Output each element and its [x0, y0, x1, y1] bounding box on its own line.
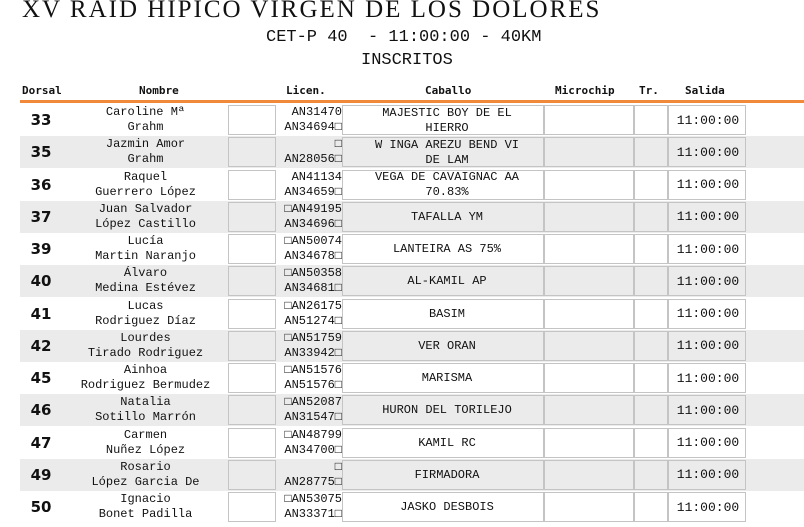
dorsal-cell: 35: [30, 143, 52, 162]
caballo-cell: [350, 362, 544, 394]
salida-cell: 11:00:00: [676, 306, 740, 321]
nombre-first: Ainhoa: [123, 363, 168, 377]
col-caballo: Caballo: [425, 84, 472, 97]
dorsal-cell: 39: [30, 240, 52, 258]
caballo-line1: VEGA DE CAVAIGNAC AA: [374, 170, 520, 184]
licen-horse: AN33371□: [284, 507, 342, 521]
table-row: [20, 233, 804, 265]
caballo-cell: [350, 459, 544, 491]
caballo-cell: [350, 136, 544, 168]
nombre-first: Lucas: [127, 298, 164, 313]
licen-rider: □AN49195: [284, 201, 342, 216]
licen-rider: □AN51759: [284, 330, 342, 345]
dorsal-cell: 40: [30, 272, 52, 291]
licen-cell: [276, 265, 342, 297]
col-licen: Licen.: [286, 84, 326, 97]
licen-cell: [276, 169, 342, 201]
caballo-cell: [350, 233, 544, 265]
licen-cell: [276, 298, 342, 330]
caballo-line1: HURON DEL TORILEJO: [382, 403, 512, 418]
salida-cell: 11:00:00: [676, 241, 740, 257]
nombre-last: López Garcia De: [91, 474, 200, 489]
nombre-cell: [62, 265, 229, 297]
caballo-line1: TAFALLA YM: [410, 209, 483, 224]
nombre-last: López Castillo: [95, 216, 196, 231]
table-row: [20, 265, 804, 297]
table-row: [20, 330, 804, 362]
licen-rider: □: [334, 137, 342, 152]
salida-cell: 11:00:00: [676, 144, 740, 160]
caballo-cell: [350, 298, 544, 330]
col-dorsal: Dorsal: [22, 84, 62, 97]
nombre-last: Bonet Padilla: [98, 507, 193, 521]
nombre-cell: [62, 136, 229, 168]
dorsal-cell: 49: [30, 465, 52, 484]
licen-cell: [276, 136, 342, 168]
nombre-cell: [62, 169, 229, 201]
licen-horse: AN34694□: [284, 120, 342, 134]
table-row: [20, 362, 804, 394]
header-divider: [20, 100, 804, 103]
caballo-line1: KAMIL RC: [418, 435, 476, 450]
nombre-last: Guerrero López: [95, 184, 196, 199]
salida-cell: 11:00:00: [676, 273, 740, 289]
salida-cell: 11:00:00: [676, 402, 740, 418]
table-row: [20, 394, 804, 426]
nombre-last: Martin Naranjo: [95, 249, 196, 263]
caballo-cell: [350, 330, 544, 362]
caballo-cell: [350, 427, 544, 459]
licen-horse: AN34678□: [284, 249, 342, 263]
licen-cell: [276, 427, 342, 459]
col-microchip: Microchip: [555, 84, 615, 97]
table-row: [20, 427, 804, 459]
nombre-last: Medina Estévez: [95, 281, 196, 296]
licen-cell: [276, 394, 342, 426]
licen-horse: AN51274□: [284, 313, 342, 328]
nombre-first: Juan Salvador: [98, 201, 193, 216]
table-row: [20, 491, 804, 523]
caballo-cell: [350, 394, 544, 426]
caballo-line1: BASIM: [428, 306, 465, 321]
nombre-last: Rodriguez Bermudez: [80, 378, 211, 392]
caballo-cell: [350, 104, 544, 136]
nombre-cell: [62, 427, 229, 459]
nombre-last: Sotillo Marrón: [95, 410, 196, 425]
licen-rider: □AN53075: [284, 492, 342, 506]
caballo-line2: 70.83%: [425, 185, 469, 199]
licen-rider: □AN51576: [284, 363, 342, 377]
licen-cell: [276, 459, 342, 491]
dorsal-cell: 46: [30, 401, 52, 420]
caballo-line1: LANTEIRA AS 75%: [392, 242, 502, 256]
salida-cell: 11:00:00: [676, 467, 740, 483]
caballo-line1: VER ORAN: [418, 338, 476, 353]
licen-horse: AN28056□: [284, 152, 342, 167]
licen-horse: AN31547□: [284, 410, 342, 425]
nombre-cell: [62, 362, 229, 394]
nombre-last: Grahm: [127, 120, 164, 134]
nombre-first: Natalia: [120, 395, 171, 410]
salida-cell: 11:00:00: [676, 370, 740, 386]
licen-rider: □AN50358: [284, 266, 342, 281]
nombre-first: Ignacio: [120, 492, 171, 506]
caballo-line1: AL-KAMIL AP: [407, 274, 487, 289]
nombre-cell: [62, 394, 229, 426]
caballo-cell: [350, 491, 544, 523]
competition-subtitle: CET-P 40 - 11:00:00 - 40KM: [266, 28, 542, 47]
licen-horse: AN34659□: [284, 184, 342, 199]
dorsal-cell: 42: [30, 336, 52, 355]
licen-rider: □AN48799: [284, 427, 342, 442]
licen-rider: □AN52087: [284, 395, 342, 410]
licen-horse: AN34681□: [284, 281, 342, 296]
nombre-cell: [62, 233, 229, 265]
nombre-first: Jazmin Amor: [105, 137, 186, 152]
table-row: [20, 104, 804, 136]
nombre-first: Raquel: [123, 169, 168, 184]
table-row: [20, 298, 804, 330]
salida-cell: 11:00:00: [676, 435, 740, 450]
licen-cell: [276, 362, 342, 394]
table-row: [20, 201, 804, 233]
nombre-first: Caroline Mª: [105, 105, 186, 119]
nombre-first: Álvaro: [123, 266, 168, 281]
licen-rider: □AN50074: [284, 234, 342, 248]
salida-cell: 11:00:00: [676, 499, 740, 515]
nombre-last: Nuñez López: [105, 442, 186, 457]
licen-horse: AN28775□: [284, 474, 342, 489]
caballo-cell: [350, 201, 544, 233]
licen-horse: AN51576□: [284, 378, 342, 392]
nombre-cell: [62, 104, 229, 136]
caballo-line1: MAJESTIC BOY DE EL: [382, 105, 512, 120]
nombre-last: Tirado Rodriguez: [87, 345, 204, 360]
col-salida: Salida: [685, 84, 725, 97]
caballo-line2: DE LAM: [425, 152, 469, 167]
dorsal-cell: 37: [30, 207, 52, 226]
caballo-cell: [350, 265, 544, 297]
col-nombre: Nombre: [139, 84, 179, 97]
table-row: [20, 459, 804, 491]
nombre-cell: [62, 201, 229, 233]
nombre-cell: [62, 330, 229, 362]
table-row: [20, 169, 804, 201]
dorsal-cell: 41: [30, 304, 52, 323]
licen-horse: AN34700□: [284, 442, 342, 457]
caballo-line1: JASKO DESBOIS: [400, 500, 494, 514]
licen-cell: [276, 104, 342, 136]
licen-cell: [276, 330, 342, 362]
salida-cell: 11:00:00: [676, 338, 740, 354]
licen-horse: AN33942□: [284, 345, 342, 360]
salida-cell: 11:00:00: [676, 177, 740, 192]
nombre-last: Rodriguez Díaz: [95, 313, 196, 328]
nombre-last: Grahm: [127, 152, 164, 167]
licen-rider: □: [334, 459, 342, 474]
nombre-cell: [62, 298, 229, 330]
table-header: [20, 81, 804, 100]
licen-cell: [276, 201, 342, 233]
dorsal-cell: 36: [30, 175, 52, 194]
nombre-cell: [62, 491, 229, 523]
page-title: XV RAID HIPICO VIRGEN DE LOS DOLORES: [22, 0, 602, 23]
dorsal-cell: 50: [30, 498, 52, 516]
licen-rider: □AN26175: [284, 298, 342, 313]
salida-cell: 11:00:00: [676, 209, 740, 225]
caballo-line1: FIRMADORA: [414, 467, 480, 482]
col-tr: Tr.: [639, 84, 659, 97]
nombre-first: Rosario: [120, 459, 171, 474]
licen-cell: [276, 491, 342, 523]
licen-rider: AN41134: [291, 169, 342, 184]
dorsal-cell: 45: [30, 369, 52, 387]
nombre-first: Carmen: [123, 427, 168, 442]
nombre-cell: [62, 459, 229, 491]
table-row: [20, 136, 804, 168]
caballo-cell: [350, 169, 544, 201]
licen-rider: AN31470: [291, 105, 342, 119]
licen-cell: [276, 233, 342, 265]
nombre-first: Lucía: [127, 234, 164, 248]
caballo-line2: HIERRO: [425, 120, 469, 135]
dorsal-cell: 33: [30, 111, 52, 129]
salida-cell: 11:00:00: [676, 112, 740, 128]
nombre-first: Lourdes: [120, 330, 171, 345]
section-heading: INSCRITOS: [361, 51, 453, 70]
caballo-line1: MARISMA: [421, 371, 473, 385]
licen-horse: AN34696□: [284, 216, 342, 231]
caballo-line1: W INGA AREZU BEND VI: [374, 137, 520, 152]
dorsal-cell: 47: [30, 433, 52, 452]
